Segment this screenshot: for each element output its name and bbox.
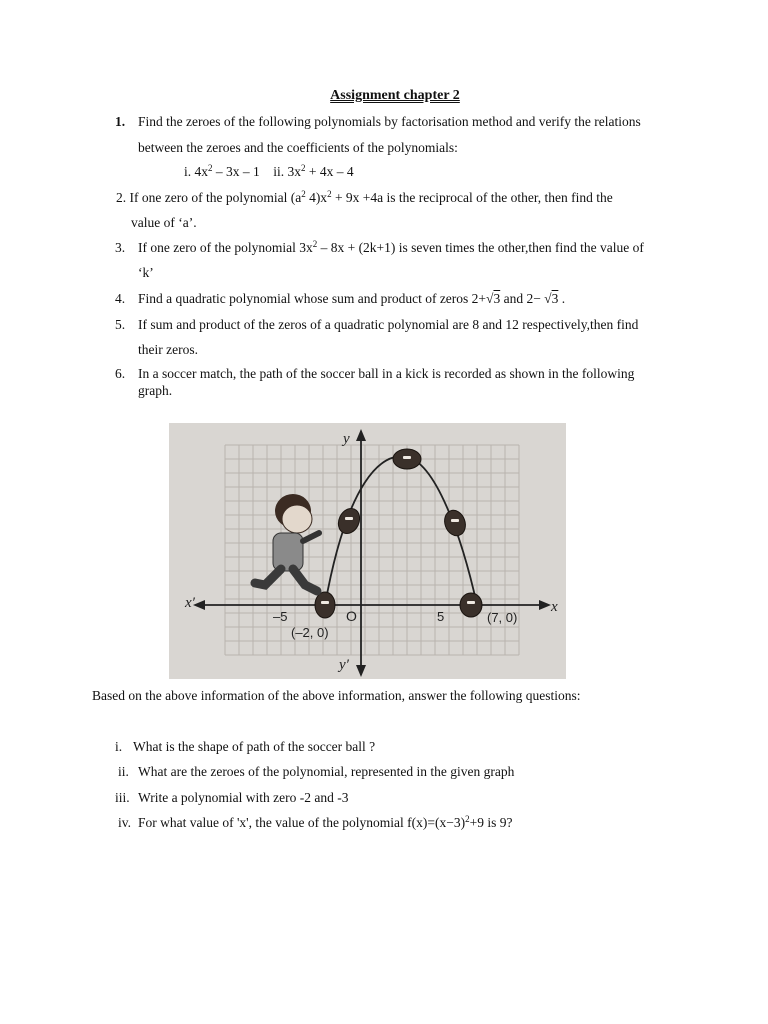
questions-intro: Based on the above information of the above information, answer the following questions: — [92, 688, 581, 703]
q3-number: 3. — [115, 240, 126, 255]
sub-q-i-text: What is the shape of path of the soccer ball ? — [133, 739, 376, 754]
y-axis-arrow — [356, 429, 366, 441]
soccer-graph-figure — [169, 423, 566, 679]
q4-number: 4. — [115, 291, 126, 306]
q3-text-line2: ‘k’ — [138, 265, 154, 280]
sub-q-iv-text: For what value of 'x', the value of the polynomial $f(x)=(x-3)^2+9$ is 9? — [138, 814, 513, 830]
q6-number: 6. — [115, 366, 126, 381]
tick-label-neg5: –5 — [273, 609, 288, 624]
q4-text: Find a quadratic polynomial whose sum and product of zeros 2+√3 and 2− √3 . — [138, 291, 566, 306]
sub-q-iii-number: iii. — [115, 790, 130, 805]
q5-number: 5. — [115, 317, 126, 332]
graph-svg — [169, 423, 566, 679]
point-label-right: (7, 0) — [487, 610, 518, 625]
sub-q-iii-text: Write a polynomial with zero -2 and -3 — [138, 790, 349, 805]
y-axis-label: y — [343, 431, 350, 447]
q1-number: 1. — [115, 114, 126, 129]
point-label-left: (–2, 0) — [291, 625, 329, 640]
q1-text-line2: between the zeroes and the coefficients of the polynomials: — [138, 140, 458, 155]
q6-text-line1: In a soccer match, the path of the soccer ball in a kick is recorded as shown in the following — [138, 366, 635, 381]
x-neg-axis-label: x′ — [185, 595, 195, 611]
y-axis-neg-arrow — [356, 665, 366, 677]
x-axis-arrow — [539, 600, 551, 610]
q6-text-line2: graph. — [138, 383, 173, 398]
origin-label: O — [346, 608, 357, 624]
y-neg-axis-label: y′ — [339, 657, 349, 673]
q3-text-line1: If one zero of the polynomial $3x^2 - 8x + (2k+1)$ is seven times the other,then find the value of — [138, 239, 644, 255]
page-title: Assignment chapter 2 — [330, 88, 460, 103]
q1-parts: i. $4x^2 - 3x - 1$ ii. $3x^2 + 4x - 4$ — [184, 163, 354, 179]
graph-grid — [225, 445, 519, 655]
q5-text-line2: their zeros. — [138, 342, 198, 357]
sub-q-i-number: i. — [115, 739, 123, 754]
q2-text-line2: value of ‘a’. — [131, 215, 197, 230]
q1-text-line1: Find the zeroes of the following polynomials by factorisation method and verify the relations — [138, 114, 641, 129]
q2-text-line1: 2. If one zero of the polynomial ($a^2$ $4)x^2 + 9x +4a$ is the reciprocal of the other, then find the — [116, 189, 613, 205]
tick-label-5: 5 — [437, 609, 445, 624]
soccer-ball-icon — [315, 449, 482, 618]
sub-q-ii-text: What are the zeroes of the polynomial, represented in the given graph — [138, 764, 515, 779]
sub-q-ii-number: ii. — [118, 764, 129, 779]
q5-text-line1: If sum and product of the zeros of a quadratic polynomial are 8 and 12 respectively,then find — [138, 317, 639, 332]
x-axis-label: x — [551, 599, 558, 615]
sub-q-iv-number: iv. — [118, 815, 131, 830]
